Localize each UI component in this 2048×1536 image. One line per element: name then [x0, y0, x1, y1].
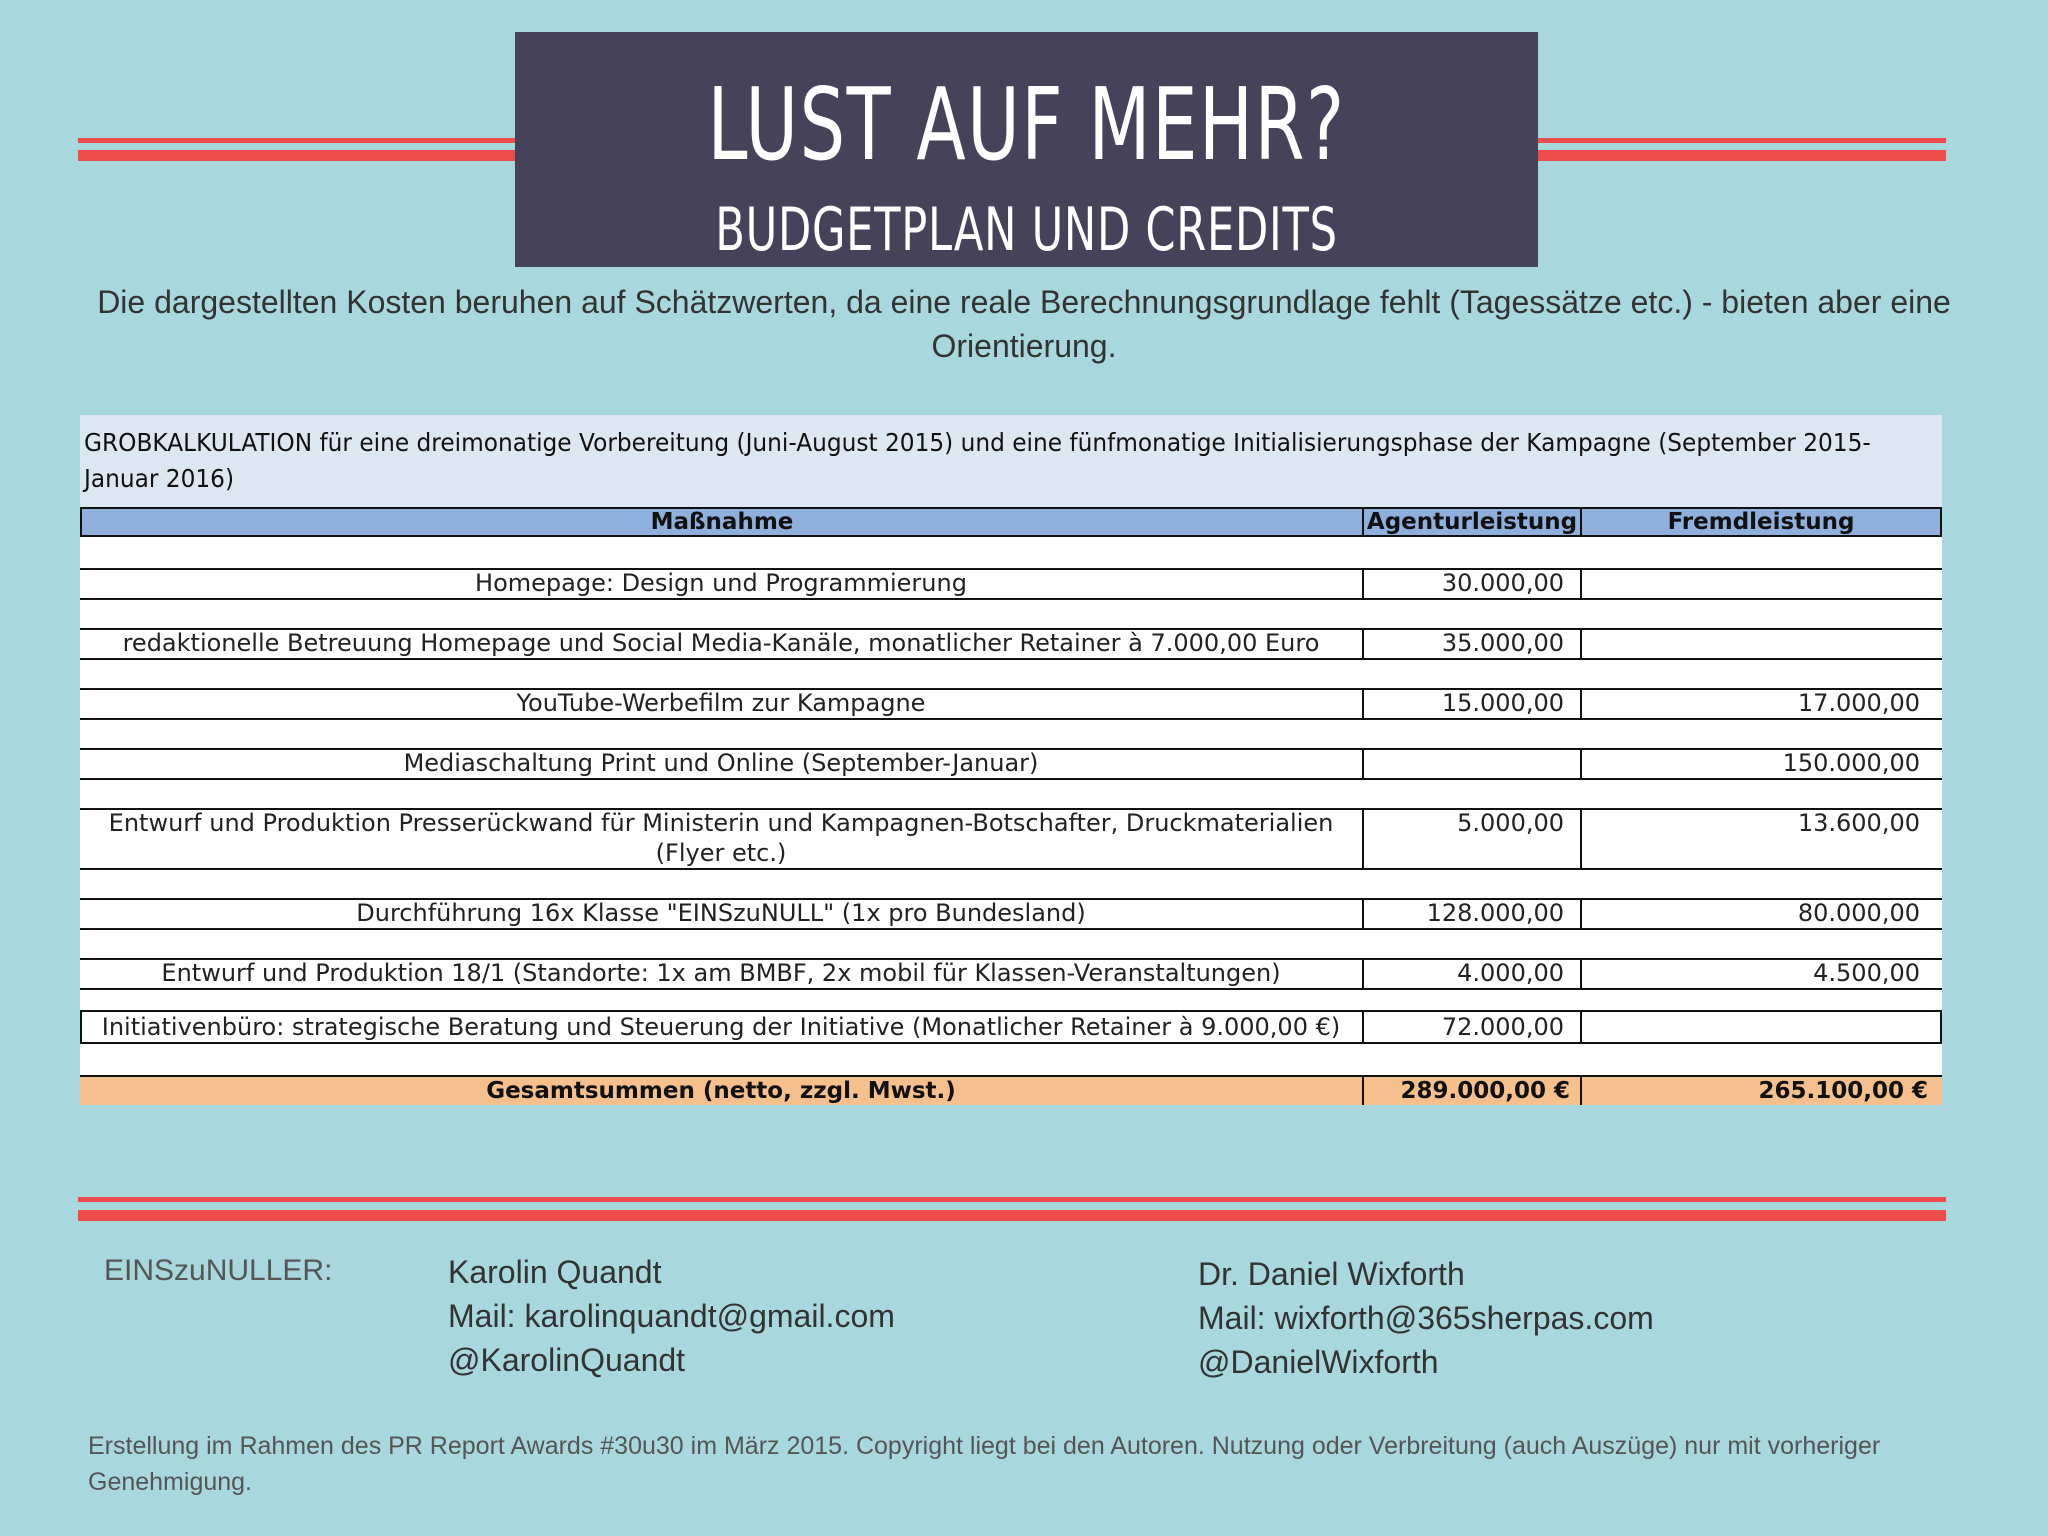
row-line [80, 928, 1942, 930]
column-header-agency: Agenturleistung [1362, 507, 1582, 537]
table-row-measure: Durchführung 16x Klasse "EINSzuNULL" (1x pro Bundesland) [356, 899, 1086, 927]
contact-karolin [448, 1250, 895, 1382]
table-row-external: 17.000,00 [1797, 689, 1920, 717]
table-row-external: 150.000,00 [1782, 749, 1920, 777]
title-box [515, 32, 1538, 267]
column-header-external: Fremdleistung [1580, 507, 1942, 537]
page-subtitle: BUDGETPLAN UND CREDITS [715, 195, 1338, 265]
contact-name: Karolin Quandt [448, 1254, 662, 1290]
table-caption-line2: Januar 2016) [84, 464, 235, 493]
budget-table [80, 415, 1942, 1105]
table-row-agency: 15.000,00 [1441, 689, 1564, 717]
table-row-agency: 4.000,00 [1457, 959, 1564, 987]
table-row-agency: 35.000,00 [1441, 629, 1564, 657]
table-row-measure: Homepage: Design und Programmierung [475, 569, 967, 597]
row-line [80, 868, 1942, 870]
contact-handle[interactable]: @DanielWixforth [1198, 1344, 1439, 1380]
contact-handle[interactable]: @KarolinQuandt [448, 1342, 686, 1378]
column-divider [1580, 1010, 1582, 1044]
team-label: EINSzuNULLER: [104, 1254, 333, 1287]
column-divider [1940, 1010, 1942, 1044]
table-row-external: 13.600,00 [1797, 809, 1920, 837]
contact-mail[interactable]: Mail: karolinquandt@gmail.com [448, 1298, 895, 1334]
column-divider [1362, 748, 1364, 780]
intro-text: Die dargestellten Kosten beruhen auf Schätzwerten, da eine reale Berechnungsgrundlage fehlt (Tagessätze etc.) - bieten aber eine Orientierung. [97, 284, 1951, 364]
column-header-measure: Maßnahme [80, 507, 1364, 537]
table-row-external: 4.500,00 [1813, 959, 1920, 987]
table-row-external: 80.000,00 [1797, 899, 1920, 927]
table-row-measure: YouTube-Werbefilm zur Kampagne [516, 689, 926, 717]
bottom-stripe-thick [78, 1210, 1946, 1221]
total-row [80, 1075, 1942, 1105]
row-line [80, 988, 1942, 990]
table-row-agency: 72.000,00 [1441, 1013, 1564, 1041]
table-row-measure: Mediaschaltung Print und Online (September-Januar) [403, 749, 1039, 777]
total-label: Gesamtsummen (netto, zzgl. Mwst.) [486, 1078, 956, 1104]
row-line [80, 658, 1942, 660]
table-row-measure-cont: (Flyer etc.) [655, 839, 787, 867]
row-line [80, 1042, 1942, 1044]
contact-mail[interactable]: Mail: wixforth@365sherpas.com [1198, 1300, 1654, 1336]
total-external: 265.100,00 € [1758, 1078, 1928, 1104]
copyright-notice: Erstellung im Rahmen des PR Report Awards #30u30 im März 2015. Copyright liegt bei den Autoren. Nutzung oder Verbreitung (auch Auszüge) nur mit vorheriger Genehmigung. [88, 1432, 1881, 1496]
table-row-measure: Entwurf und Produktion 18/1 (Standorte: 1x am BMBF, 2x mobil für Klassen-Veranstaltungen) [161, 959, 1281, 987]
table-row-agency: 128.000,00 [1426, 899, 1564, 927]
table-row-agency: 30.000,00 [1441, 569, 1564, 597]
table-caption-line1: GROBKALKULATION für eine dreimonatige Vorbereitung (Juni-August 2015) und eine fünfmonatige Initialisierungsphase der Kampagne (September 2015- [84, 428, 1871, 457]
total-agency: 289.000,00 € [1400, 1078, 1570, 1104]
row-line [80, 778, 1942, 780]
table-row-measure: redaktionelle Betreuung Homepage und Social Media-Kanäle, monatlicher Retainer à 7.000,00 Euro [122, 629, 1320, 657]
table-row-agency: 5.000,00 [1457, 809, 1564, 837]
bottom-stripe-thin [78, 1197, 1946, 1202]
table-row-measure: Initiativenbüro: strategische Beratung und Steuerung der Initiative (Monatlicher Retainer à 9.000,00 €) [101, 1013, 1341, 1041]
table-row-measure: Entwurf und Produktion Presserückwand für Ministerin und Kampagnen-Botschafter, Druckmaterialien [108, 809, 1334, 837]
column-divider [1580, 628, 1582, 660]
column-divider [1580, 568, 1582, 600]
page-title: LUST AUF MEHR? [707, 66, 1346, 183]
table-caption [80, 415, 1942, 507]
contact-name: Dr. Daniel Wixforth [1198, 1256, 1465, 1292]
contact-daniel [1198, 1252, 1654, 1384]
row-line [80, 598, 1942, 600]
row-line [80, 718, 1942, 720]
